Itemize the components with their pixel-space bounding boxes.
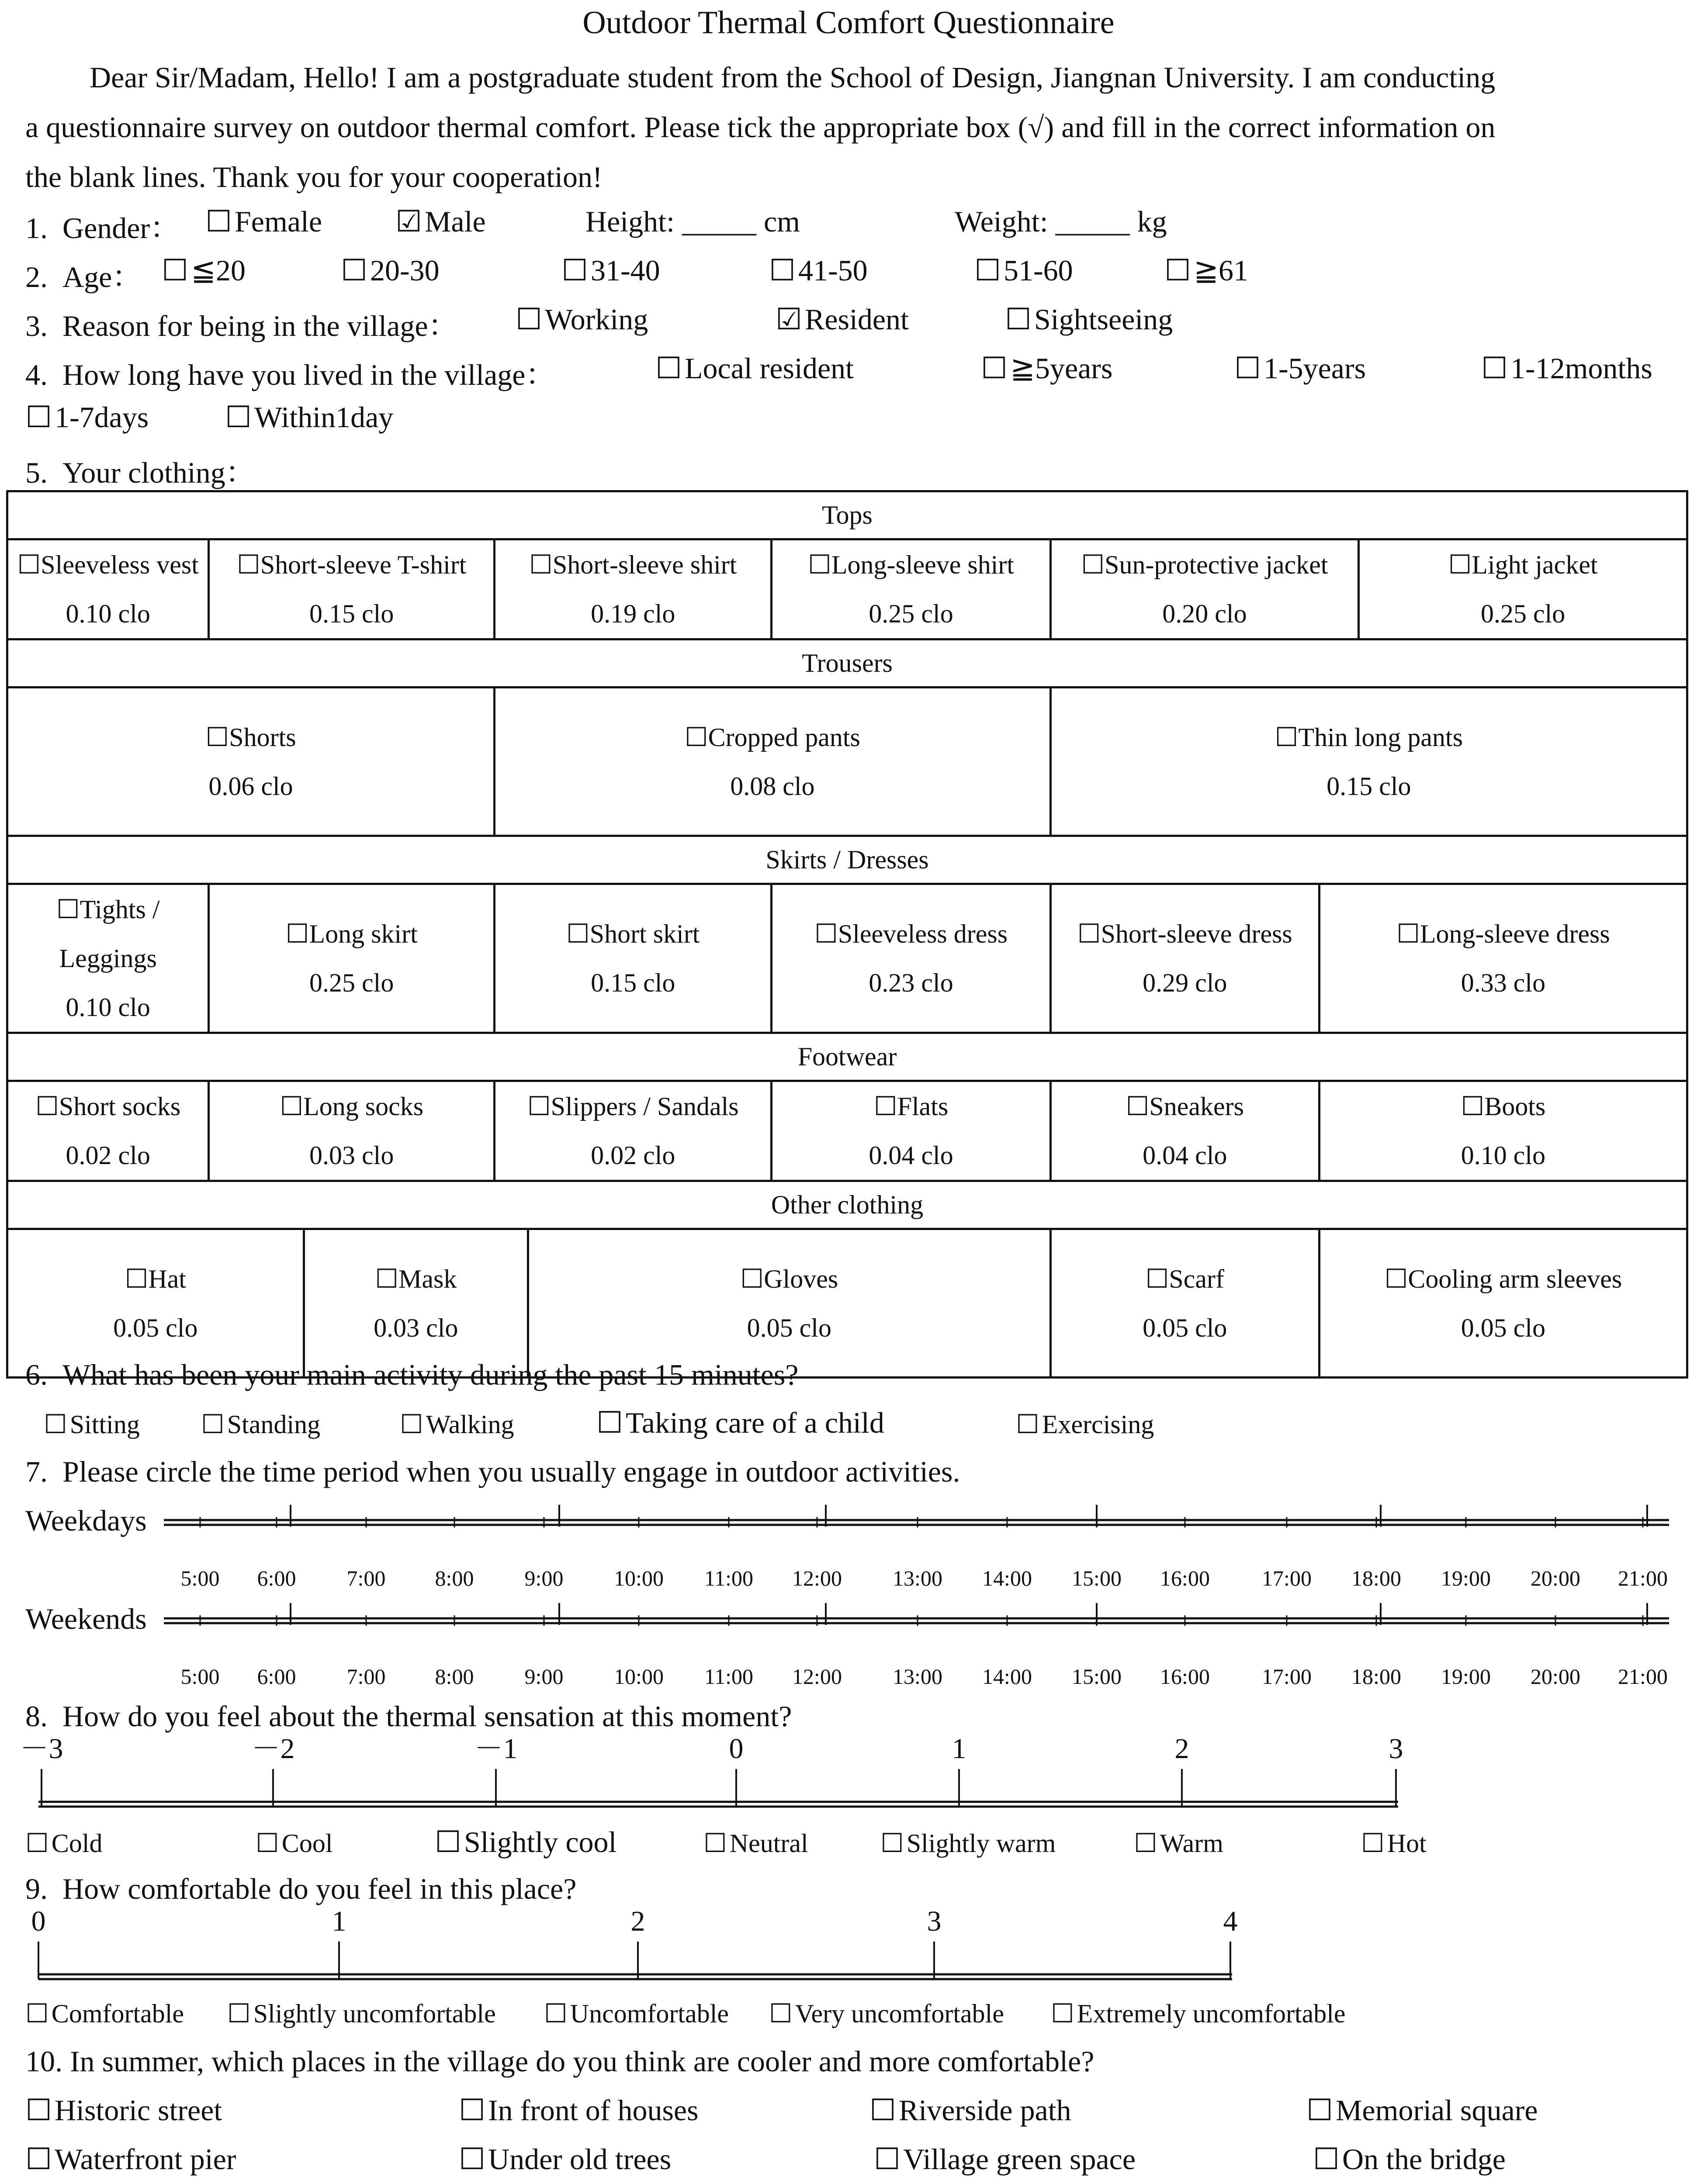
timeline-hour-label[interactable]: 13:00 [893,1566,942,1590]
clothing-option-footwear[interactable]: ☐Long socks 0.03 clo [209,1081,495,1181]
q2-option[interactable]: ☐20-30 [341,254,440,287]
q4-option[interactable]: ☐1-5years [1234,352,1366,385]
checkbox-icon: ☐ [35,1092,59,1121]
q2-option[interactable]: ☐≦20 [162,254,246,287]
timeline-hour-label[interactable]: 21:00 [1618,1664,1668,1688]
weekends-timeline[interactable] [0,1601,1697,1688]
checkbox-icon: ☐ [227,1999,251,2028]
clothing-option-tops[interactable]: ☐Light jacket 0.25 clo [1359,539,1687,639]
timeline-hour-label[interactable]: 20:00 [1531,1664,1580,1688]
checkbox-icon: ☐ [162,254,188,287]
checkbox-icon: ☐ [285,919,309,948]
clothing-option-skirts[interactable]: ☐Short skirt 0.15 clo [495,884,772,1033]
q1-option-female[interactable]: ☐Female [205,205,322,238]
checkbox-icon: ☐ [1126,1092,1150,1121]
q6-label: 6. What has been your main activity during the past 15 minutes? [25,1358,799,1391]
clothing-option-other[interactable]: ☐Mask 0.03 clo [304,1229,528,1378]
checkbox-icon: ☐ [981,352,1008,385]
q9-label: 9. How comfortable do you feel in this place? [25,1872,577,1905]
intro-line-2: a questionnaire survey on outdoor thermal comfort. Please tick the appropriate box (√) and fill in the correct information on [25,111,1496,144]
checkbox-icon: ☐ [974,254,1001,287]
clothing-option-trousers[interactable]: ☐Thin long pants 0.15 clo [1050,688,1687,836]
checked-checkbox-icon: ☑ [776,303,802,336]
scale-label: 3 [1389,1736,1403,1765]
q2-label: 2. Age： [25,260,142,294]
q10-option[interactable]: ☐Historic street [25,2094,222,2127]
timeline-hour-label[interactable]: 18:00 [1351,1566,1401,1590]
checkbox-icon: ☐ [44,1410,67,1439]
q6-option[interactable]: ☐ Walking [400,1410,514,1439]
checkbox-icon: ☐ [566,919,590,948]
scale-label: －1 [474,1736,518,1765]
q6-option[interactable]: ☐ Standing [201,1410,321,1439]
timeline-hour-label[interactable]: 7:00 [346,1664,386,1688]
q10-option[interactable]: ☐Village green space [874,2143,1136,2176]
timeline-hour-label[interactable]: 17:00 [1262,1664,1312,1688]
checkbox-icon: ☐ [435,1825,461,1859]
q9-option[interactable]: ☐ Uncomfortable [544,1999,729,2028]
trousers-header: Trousers [7,639,1687,688]
checkbox-icon: ☐ [56,895,80,924]
checkbox-icon: ☐ [1234,352,1261,385]
q10-option[interactable]: ☐In front of houses [459,2094,699,2127]
intro-line-3: the blank lines. Thank you for your cooperation! [25,160,603,194]
q10-option[interactable]: ☐Riverside path [869,2094,1071,2127]
q3-option-sightseeing[interactable]: ☐Sightseeing [1005,303,1173,336]
checkbox-icon: ☐ [1081,550,1105,579]
clothing-option-other[interactable]: ☐Scarf 0.05 clo [1050,1229,1319,1378]
checkbox-icon: ☐ [684,722,708,752]
clothing-option-trousers[interactable]: ☐Cropped pants 0.08 clo [495,688,1051,836]
checkbox-icon: ☐ [125,1264,149,1293]
scale-label: 3 [927,1909,942,1937]
timeline-hour-label[interactable]: 16:00 [1160,1566,1210,1590]
checkbox-icon: ☐ [1361,1829,1385,1858]
timeline-hour-label[interactable]: 8:00 [435,1566,474,1590]
weight-field[interactable]: Weight: _____ kg [955,205,1167,238]
q9-option[interactable]: ☐ Very uncomfortable [769,1999,1004,2028]
scale-label: 4 [1223,1909,1238,1937]
weekdays-label: Weekdays [25,1504,147,1537]
timeline-hour-label[interactable]: 9:00 [524,1566,564,1590]
tops-header: Tops [7,491,1687,539]
q4-option[interactable]: ☐1-7days [25,401,149,434]
q10-label: 10. In summer, which places in the village do you think are cooler and more comfortable? [25,2045,1094,2078]
checkbox-icon: ☐ [400,1410,423,1439]
checkbox-icon: ☐ [1396,919,1420,948]
checkbox-icon: ☐ [808,550,831,579]
checkbox-icon: ☐ [25,1829,49,1858]
clothing-option-other[interactable]: ☐Hat 0.05 clo [7,1229,304,1378]
q3-label: 3. Reason for being in the village： [25,309,458,342]
checkbox-icon: ☐ [1134,1829,1157,1858]
clothing-option-footwear[interactable]: ☐Sneakers 0.04 clo [1050,1081,1319,1181]
checkbox-icon: ☐ [25,2143,52,2176]
q8-option[interactable]: ☐ Cool [256,1829,333,1858]
checkbox-icon: ☐ [873,1092,897,1121]
checkbox-icon: ☐ [201,1410,225,1439]
q4-label: 4. How long have you lived in the village： [25,358,555,391]
checkbox-icon: ☐ [280,1092,304,1121]
checkbox-icon: ☐ [375,1264,398,1293]
clothing-option-tops[interactable]: ☐Sleeveless vest 0.10 clo [7,539,209,639]
scale-label: 0 [31,1909,46,1937]
checkbox-icon: ☐ [237,550,260,579]
q10-option[interactable]: ☐Memorial square [1306,2094,1538,2127]
checkbox-icon: ☐ [880,1829,904,1858]
checkbox-icon: ☐ [1384,1264,1408,1293]
checkbox-icon: ☐ [1016,1410,1039,1439]
q2-option[interactable]: ☐41-50 [769,254,868,287]
q8-option[interactable]: ☐ Cold [25,1829,103,1858]
q9-option[interactable]: ☐ Extremely uncomfortable [1051,1999,1346,2028]
comfort-scale[interactable] [0,1909,1697,1985]
weekdays-timeline[interactable] [0,1503,1697,1590]
timeline-hour-label[interactable]: 20:00 [1531,1566,1580,1590]
scale-label: 2 [1174,1736,1189,1765]
clothing-option-tops[interactable]: ☐Short-sleeve T-shirt 0.15 clo [209,539,495,639]
checkbox-icon: ☐ [1448,550,1472,579]
clothing-option-footwear[interactable]: ☐Flats 0.04 clo [772,1081,1050,1181]
timeline-hour-label[interactable]: 10:00 [614,1566,664,1590]
timeline-hour-label[interactable]: 12:00 [792,1664,842,1688]
checkbox-icon: ☐ [1051,1999,1074,2028]
checkbox-icon: ☐ [459,2143,485,2176]
q8-option[interactable]: ☐Slightly cool [435,1825,617,1859]
q1-option-male[interactable]: ☑Male [395,205,486,238]
checkbox-icon: ☐ [544,1999,568,2028]
timeline-hour-label[interactable]: 15:00 [1072,1664,1122,1688]
weekends-label: Weekends [25,1602,147,1635]
thermal-sensation-scale[interactable] [0,1736,1697,1813]
checkbox-icon: ☐ [869,2094,896,2127]
footwear-header: Footwear [7,1033,1687,1081]
checked-checkbox-icon: ☑ [395,205,422,238]
q4-option[interactable]: ☐Local resident [655,352,854,385]
q7-label: 7. Please circle the time period when you usually engage in outdoor activities. [25,1455,960,1488]
timeline-hour-label[interactable]: 15:00 [1072,1566,1122,1590]
q8-option[interactable]: ☐ Slightly warm [880,1829,1056,1858]
checkbox-icon: ☐ [703,1829,727,1858]
page-title: Outdoor Thermal Comfort Questionnaire [582,5,1115,41]
checkbox-icon: ☐ [874,2143,900,2176]
clothing-option-tops[interactable]: ☐Short-sleeve shirt 0.19 clo [495,539,772,639]
clothing-option-footwear[interactable]: ☐Slippers / Sandals 0.02 clo [495,1081,772,1181]
q2-option[interactable]: ☐31-40 [561,254,660,287]
clothing-option-skirts[interactable]: ☐Tights / Leggings 0.10 clo [7,884,209,1033]
q3-option-resident[interactable]: ☑Resident [776,303,909,336]
checkbox-icon: ☐ [205,205,232,238]
checkbox-icon: ☐ [1481,352,1508,385]
clothing-option-footwear[interactable]: ☐Boots 0.10 clo [1319,1081,1687,1181]
other-clothing-header: Other clothing [7,1181,1687,1229]
q8-option[interactable]: ☐ Warm [1134,1829,1223,1858]
checkbox-icon: ☐ [1164,254,1191,287]
q4-option[interactable]: ☐≧5years [981,352,1113,385]
checkbox-icon: ☐ [527,1092,551,1121]
checkbox-icon: ☐ [1306,2094,1333,2127]
timeline-hour-label[interactable]: 17:00 [1262,1566,1312,1590]
timeline-hour-label[interactable]: 16:00 [1160,1664,1210,1688]
scale-label: 0 [729,1736,744,1765]
q6-option[interactable]: ☐ Sitting [44,1410,140,1439]
timeline-hour-label[interactable]: 21:00 [1618,1566,1668,1590]
checkbox-icon: ☐ [1313,2143,1340,2176]
q3-option-working[interactable]: ☐Working [516,303,648,336]
timeline-hour-label[interactable]: 10:00 [614,1664,664,1688]
checkbox-icon: ☐ [655,352,682,385]
q8-option[interactable]: ☐ Hot [1361,1829,1427,1858]
checkbox-icon: ☐ [17,550,41,579]
q10-option[interactable]: ☐Waterfront pier [25,2143,236,2176]
timeline-hour-label[interactable]: 7:00 [346,1566,386,1590]
checkbox-icon: ☐ [256,1829,279,1858]
checkbox-icon: ☐ [25,2094,52,2127]
q4-option[interactable]: ☐Within1day [225,401,394,434]
q2-option[interactable]: ☐≧61 [1164,254,1248,287]
q10-option[interactable]: ☐Under old trees [459,2143,672,2176]
clothing-option-other[interactable]: ☐Gloves 0.05 clo [528,1229,1050,1378]
checkbox-icon: ☐ [459,2094,485,2127]
checkbox-icon: ☐ [769,1999,793,2028]
checkbox-icon: ☐ [561,254,588,287]
checkbox-icon: ☐ [341,254,367,287]
timeline-hour-label[interactable]: 14:00 [982,1566,1032,1590]
scale-label: 2 [630,1909,645,1937]
scale-label: －3 [20,1736,63,1765]
timeline-hour-label[interactable]: 8:00 [435,1664,474,1688]
checkbox-icon: ☐ [1005,303,1032,336]
checkbox-icon: ☐ [596,1406,623,1439]
checkbox-icon: ☐ [225,401,252,434]
checkbox-icon: ☐ [1274,722,1299,752]
scale-label: －2 [251,1736,295,1765]
checkbox-icon: ☐ [769,254,796,287]
clothing-option-other[interactable]: ☐Cooling arm sleeves 0.05 clo [1319,1229,1687,1378]
timeline-hour-label[interactable]: 19:00 [1441,1566,1491,1590]
clothing-option-skirts[interactable]: ☐Long-sleeve dress 0.33 clo [1319,884,1687,1033]
q8-label: 8. How do you feel about the thermal sensation at this moment? [25,1700,792,1733]
clothing-table [6,490,1688,1379]
q6-option[interactable]: ☐ Exercising [1016,1410,1154,1439]
q1-label: 1. Gender： [25,211,180,245]
clothing-option-skirts[interactable]: ☐Long skirt 0.25 clo [209,884,495,1033]
timeline-hour-label[interactable]: 6:00 [257,1664,296,1688]
q8-option[interactable]: ☐ Neutral [703,1829,808,1858]
checkbox-icon: ☐ [1145,1264,1169,1293]
timeline-hour-label[interactable]: 5:00 [180,1664,220,1688]
q5-label: 5. Your clothing： [25,456,255,489]
q10-option[interactable]: ☐On the bridge [1313,2143,1506,2176]
height-field[interactable]: Height: _____ cm [585,205,800,238]
checkbox-icon: ☐ [529,550,553,579]
timeline-hour-label[interactable]: 14:00 [982,1664,1032,1688]
clothing-option-tops[interactable]: ☐Long-sleeve shirt 0.25 clo [772,539,1050,639]
checkbox-icon: ☐ [740,1264,764,1293]
scale-label: 1 [332,1909,346,1937]
clothing-option-tops[interactable]: ☐Sun-protective jacket 0.20 clo [1050,539,1359,639]
q6-option[interactable]: ☐Taking care of a child [596,1406,884,1439]
skirts-header: Skirts / Dresses [7,836,1687,884]
q9-option[interactable]: ☐ Comfortable [25,1999,184,2028]
q2-option[interactable]: ☐51-60 [974,254,1073,287]
checkbox-icon: ☐ [516,303,542,336]
timeline-hour-label[interactable]: 5:00 [180,1566,220,1590]
checkbox-icon: ☐ [25,1999,49,2028]
timeline-hour-label[interactable]: 12:00 [792,1566,842,1590]
clothing-option-skirts[interactable]: ☐Short-sleeve dress 0.29 clo [1050,884,1319,1033]
timeline-hour-label[interactable]: 9:00 [524,1664,564,1688]
timeline-hour-label[interactable]: 18:00 [1351,1664,1401,1688]
timeline-hour-label[interactable]: 13:00 [893,1664,942,1688]
checkbox-icon: ☐ [1461,1092,1485,1121]
q9-option[interactable]: ☐ Slightly uncomfortable [227,1999,496,2028]
timeline-hour-label[interactable]: 11:00 [704,1664,754,1688]
scale-label: 1 [952,1736,966,1765]
checkbox-icon: ☐ [814,919,838,948]
checkbox-icon: ☐ [205,722,229,752]
clothing-option-trousers[interactable]: ☐Shorts 0.06 clo [7,688,495,836]
q4-option[interactable]: ☐1-12months [1481,352,1652,385]
intro-line-1: Dear Sir/Madam, Hello! I am a postgraduate student from the School of Design, Jiangnan University. I am conducting [90,61,1496,94]
timeline-hour-label[interactable]: 19:00 [1441,1664,1491,1688]
timeline-hour-label[interactable]: 11:00 [704,1566,754,1590]
clothing-option-footwear[interactable]: ☐Short socks 0.02 clo [7,1081,209,1181]
checkbox-icon: ☐ [1077,919,1101,948]
clothing-option-skirts[interactable]: ☐Sleeveless dress 0.23 clo [772,884,1050,1033]
checkbox-icon: ☐ [25,401,52,434]
timeline-hour-label[interactable]: 6:00 [257,1566,296,1590]
